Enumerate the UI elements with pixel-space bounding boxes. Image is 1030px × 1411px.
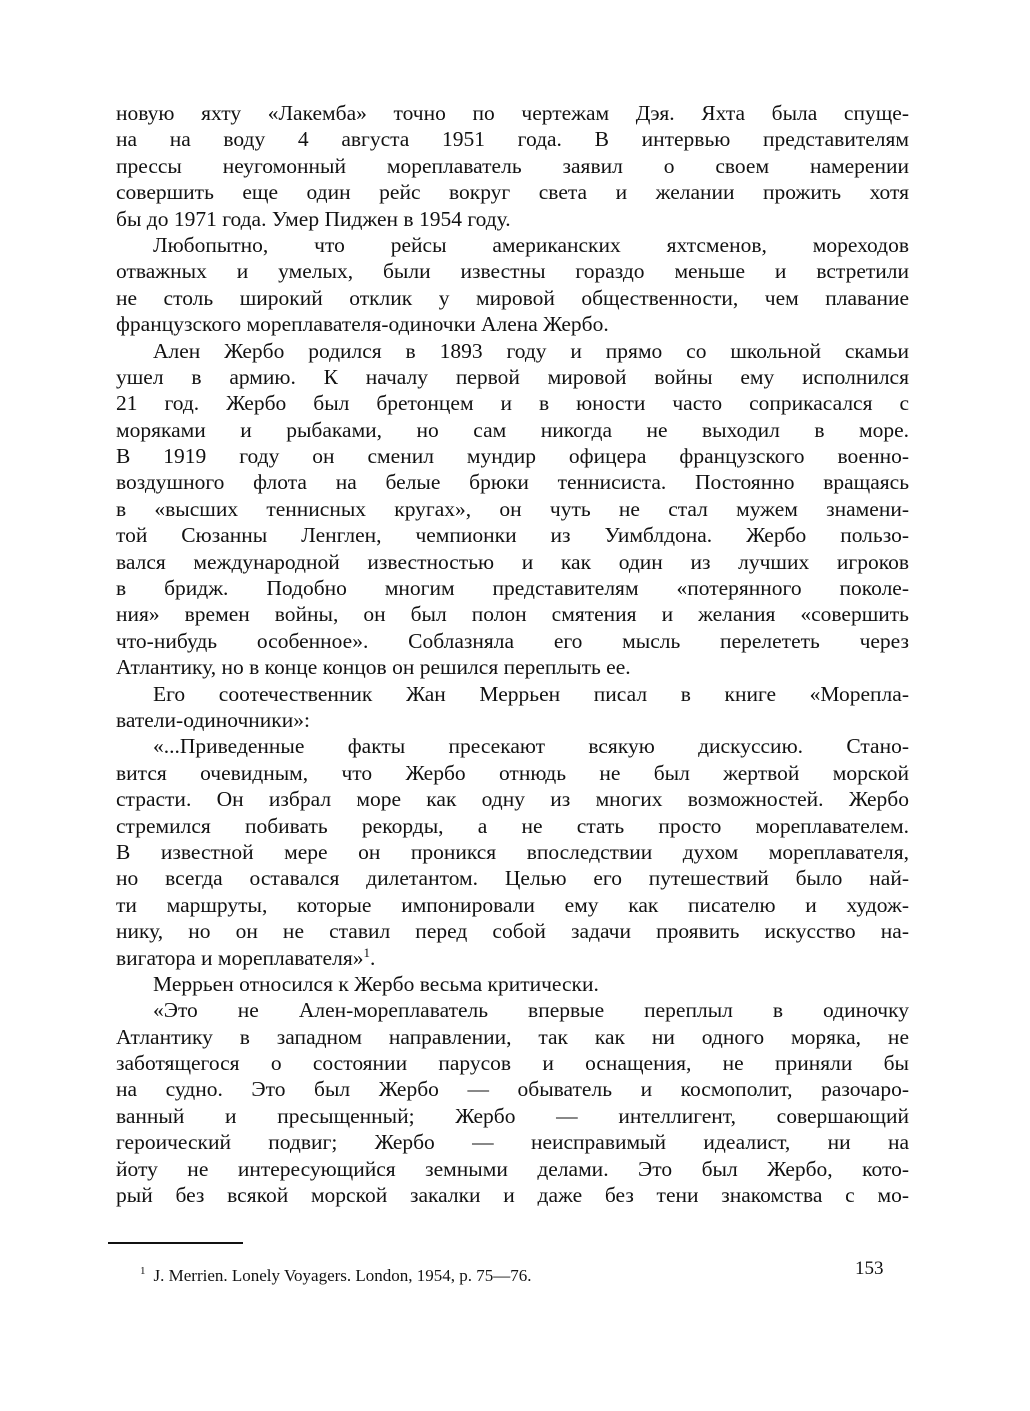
text-line [116,892,909,918]
text-line [116,918,909,944]
text-line [116,681,909,707]
text-line [116,601,909,627]
paragraph [116,733,909,971]
text-line: вигатора и мореплавателя»$^1$. [116,944,376,970]
line-text: ванный и пресыщенный; Жербо — интеллигент, совершающий [116,1103,909,1128]
text-line [116,997,909,1023]
text-line [116,1129,909,1155]
paragraph [116,681,909,734]
text-line [116,1076,909,1102]
text-line [116,1156,909,1182]
text-line [116,1182,909,1208]
line-text: совершить еще один рейс вокруг света и желании прожить хотя [116,180,909,205]
line-text: в бридж. Подобно многим представителям «потерянного поколе- [116,576,909,601]
text-line [116,258,909,284]
line-text: йоту не интересующийся земными делами. Это был Жербо, кото- [116,1156,909,1181]
text-line [116,839,909,865]
footnote [140,1266,532,1286]
text-line [116,232,909,258]
line-text: Атлантику в западном направлении, так как ни одного моряка, не [116,1024,909,1049]
text-line [116,654,909,680]
paragraph [116,100,909,232]
paragraph [116,997,909,1208]
body-text [116,100,909,1208]
line-text: ушел в армию. К началу первой мировой войны ему исполнился [116,364,909,389]
line-text: рый без всякой морской закалки и даже без тени знакомства с мо- [116,1183,909,1208]
text-line [116,549,909,575]
text-line [116,126,909,152]
line-text: Меррьен относился к Жербо весьма критически. [153,971,599,996]
line-text: что-нибудь особенное». Соблазняла его мысль перелететь через [116,628,909,653]
line-text: прессы неугомонный мореплаватель заявил о своем намерении [116,153,909,178]
line-text: Атлантику, но в конце концов он решился переплыть ее. [116,655,631,680]
text-line [116,522,909,548]
line-text: героический подвиг; Жербо — неисправимый идеалист, ни на [116,1130,909,1155]
line-text: ватели-одиночники»: [116,707,310,732]
paragraph [116,232,909,338]
text-line [116,971,909,997]
line-text: вигатора и мореплавателя» [116,945,364,970]
text-line [116,813,909,839]
line-text: нику, но он не ставил перед собой задачи проявить искусство на- [116,919,909,944]
footnote-text: J. Merrien. Lonely Voyagers. London, 1954, p. 75—76. [153,1266,532,1285]
text-line [116,707,909,733]
text-line [116,364,909,390]
line-text: «Это не Ален-мореплаватель впервые переплыл в одиночку [153,998,909,1023]
line-text: 21 год. Жербо был бретонцем и в юности часто соприкасался с [116,391,909,416]
text-line [116,1050,909,1076]
text-line [116,628,909,654]
text-line [116,1103,909,1129]
line-text: В 1919 году он сменил мундир офицера французского военно- [116,444,909,469]
line-text: Ален Жербо родился в 1893 году и прямо со школьной скамьи [153,338,909,363]
line-text: в «высших теннисных кругах», он чуть не стал мужем знамени- [116,496,909,521]
text-line [116,469,909,495]
text-line [116,865,909,891]
text-line [116,390,909,416]
line-text: на судно. Это был Жербо — обыватель и космополит, разочаро- [116,1077,909,1102]
line-text: стремился побивать рекорды, а не стать просто мореплавателем. [116,813,909,838]
footnote-reference: 1 [363,944,370,960]
footnote-divider [108,1242,243,1244]
text-line [116,786,909,812]
line-text: отважных и умелых, были известны гораздо меньше и встретили [116,259,909,284]
text-line [116,153,909,179]
text-line [116,443,909,469]
page-number: 153 [855,1258,884,1279]
line-text: моряками и рыбаками, но сам никогда не выходил в море. [116,417,909,442]
paragraph [116,338,909,681]
line-text: бы до 1971 года. Умер Пиджен в 1954 году. [116,206,511,231]
footnote-marker: 1 [140,1265,146,1278]
line-text: Любопытно, что рейсы американских яхтсменов, мореходов [153,232,909,257]
text-line [116,179,909,205]
paragraph [116,971,909,997]
line-text: на на воду 4 августа 1951 года. В интервью представителям [116,127,909,152]
line-text: воздушного флота на белые брюки теннисиста. Постоянно вращаясь [116,470,909,495]
text-line [116,1024,909,1050]
text-line [116,733,909,759]
line-text: той Сюзанны Ленглен, чемпионки из Уимблдона. Жербо пользо- [116,523,909,548]
line-text: страсти. Он избрал море как одну из многих возможностей. Жербо [116,787,909,812]
line-text: В известной мере он проникся впоследствии духом мореплавателя, [116,839,909,864]
text-line [116,285,909,311]
line-text: Его соотечественник Жан Меррьен писал в книге «Морепла- [153,681,909,706]
text-line [116,338,909,364]
line-text: ния» времен войны, он был полон смятения и желания «совершить [116,602,909,627]
text-line [116,575,909,601]
text-line [116,206,909,232]
line-text: вался международной известностью и как один из лучших игроков [116,549,909,574]
line-text: новую яхту «Лакемба» точно по чертежам Дэя. Яхта была спуще- [116,101,909,125]
line-text: не столь широкий отклик у мировой общественности, чем плавание [116,285,909,310]
line-text: вится очевидным, что Жербо отнюдь не был жертвой морской [116,760,909,785]
text-line [116,760,909,786]
line-text: французского мореплавателя-одиночки Алена Жербо. [116,312,609,337]
text-line [116,417,909,443]
text-line [116,100,909,126]
text-line [116,311,909,337]
line-text: «...Приведенные факты пресекают всякую дискуссию. Стано- [153,734,909,759]
line-text: заботящегося о состоянии парусов и оснащения, не приняли бы [116,1051,909,1076]
line-text: но всегда оставался дилетантом. Целью его путешествий было най- [116,866,909,891]
text-line [116,496,909,522]
line-text: ти маршруты, которые импонировали ему как писателю и худож- [116,892,909,917]
